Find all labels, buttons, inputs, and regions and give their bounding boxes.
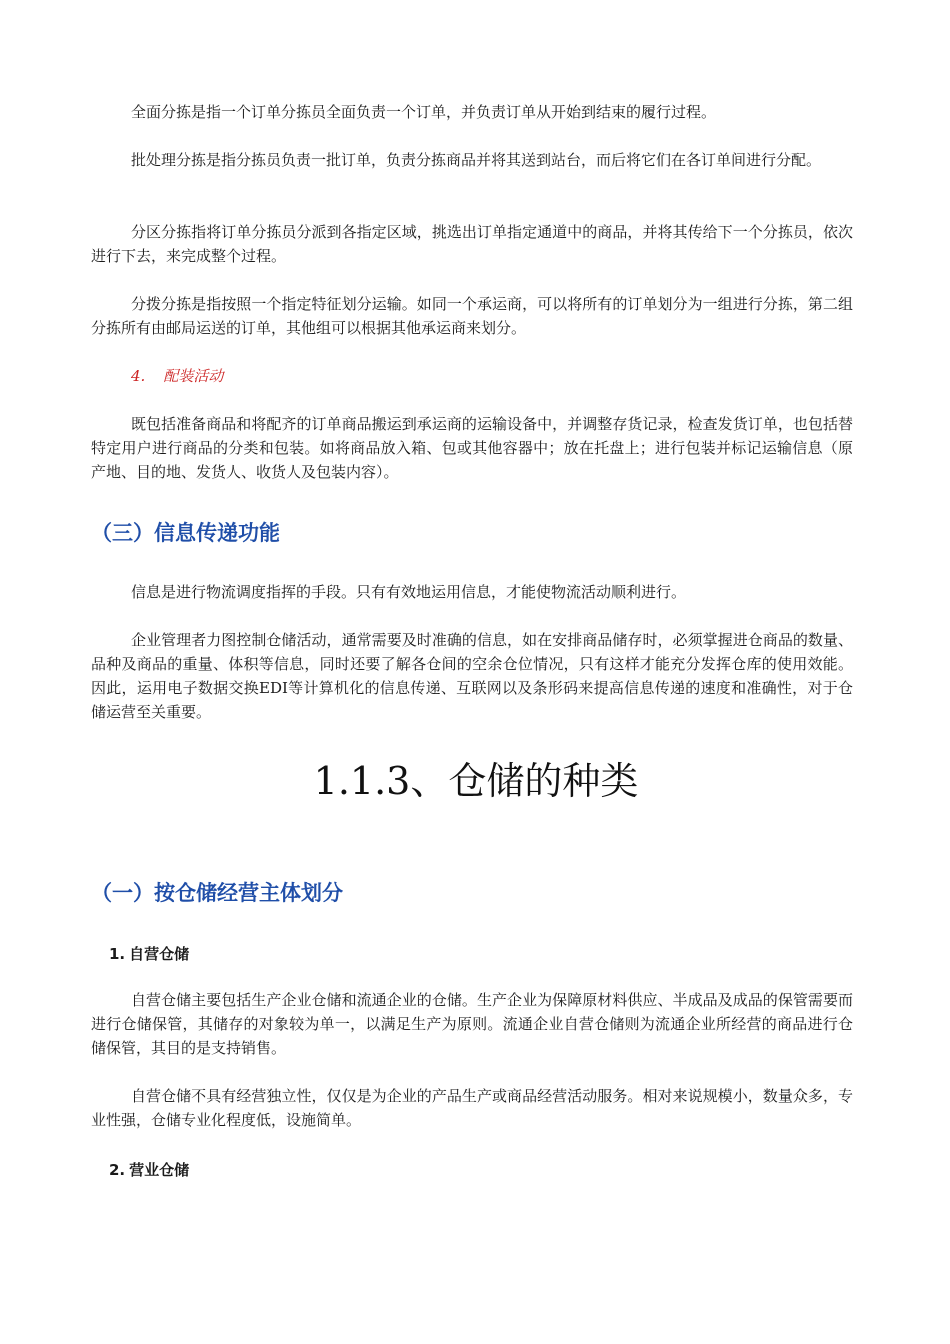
item-number: 2. [109,1161,126,1179]
section-heading-jingying: （一）按仓储经营主体划分 [91,881,343,905]
paragraph-fenqu: 分区分拣指将订单分拣员分派到各指定区域，挑选出订单指定通道中的商品，并将其传给下一个分拣员，依次进行下去，来完成整个过程。 [91,223,853,265]
section-heading-xinxi: （三）信息传递功能 [91,521,280,545]
paragraph-fenbo: 分拨分拣是指按照一个指定特征划分运输。如同一个承运商，可以将所有的订单划分为一组进行分拣，第二组分拣所有由邮局运送的订单，其他组可以根据其他承运商来划分。 [91,295,853,337]
subheading-number: 4. [131,367,146,385]
item-heading-ziying [109,942,189,966]
paragraph-xinxi-2: 企业管理者力图控制仓储活动，通常需要及时准确的信息，如在安排商品储存时，必须掌握进仓商品的数量、品种及商品的重量、体积等信息，同时还要了解各仓间的空余仓位情况，只有这样才能充分发挥仓库的使用效能。因此，运用电子数据交换EDI等计算机化的信息传递、互联网以及条形码来提高信息传递的速度和准确性，对于仓储运营至关重要。 [91,631,853,721]
paragraph-picichuli: 批处理分拣是指分拣员负责一批订单，负责分拣商品并将其送到站台，而后将它们在各订单间进行分配。 [131,151,822,169]
subheading-peizhuang [131,364,223,388]
item-title: 营业仓储 [129,1161,190,1179]
item-heading-yingye [109,1158,189,1182]
chapter-title: 1.1.3、仓储的种类 [313,759,639,803]
subheading-text: 配装活动 [163,367,224,385]
paragraph-peizhuang: 既包括准备商品和将配齐的订单商品搬运到承运商的运输设备中，并调整存货记录，检查发货订单，也包括替特定用户进行商品的分类和包装。如将商品放入箱、包或其他容器中；放在托盘上；进行包装并标记运输信息（原产地、目的地、发货人、收货人及包装内容）。 [91,415,853,481]
paragraph-ziying-1: 自营仓储主要包括生产企业仓储和流通企业的仓储。生产企业为保障原材料供应、半成品及成品的保管需要而进行仓储保管，其储存的对象较为单一，以满足生产为原则。流通企业自营仓储则为流通企业所经营的商品进行仓储保管，其目的是支持销售。 [91,991,853,1057]
item-number: 1. [109,945,126,963]
paragraph-ziying-2: 自营仓储不具有经营独立性，仅仅是为企业的产品生产或商品经营活动服务。相对来说规模小，数量众多，专业性强，仓储专业化程度低，设施简单。 [91,1087,853,1129]
paragraph-xinxi-1: 信息是进行物流调度指挥的手段。只有有效地运用信息，才能使物流活动顺利进行。 [131,583,687,601]
paragraph-quanmian: 全面分拣是指一个订单分拣员全面负责一个订单，并负责订单从开始到结束的履行过程。 [131,103,717,121]
item-title: 自营仓储 [129,945,190,963]
